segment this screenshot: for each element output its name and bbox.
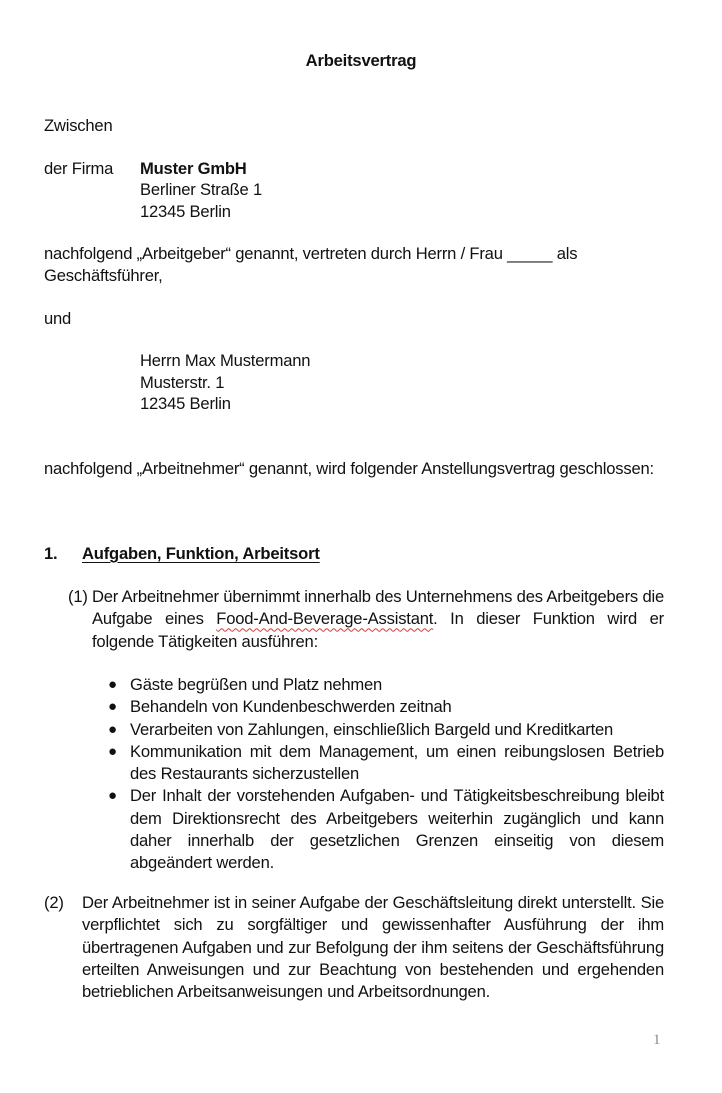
bullet-dot-icon: ●	[108, 720, 117, 738]
bullet-dot-icon: ●	[108, 676, 117, 693]
employee-street: Musterstr. 1	[140, 373, 225, 392]
list-item: ● Kommunikation mit dem Management, um einen reibungslosen Betrieb des Restaurants sicherzustellen	[108, 741, 664, 784]
bullet-dot-icon: ●	[108, 787, 117, 805]
employer-clause-line1: nachfolgend „Arbeitgeber“ genannt, vertreten durch Herrn / Frau _____ als	[44, 244, 578, 263]
employee-clause: nachfolgend „Arbeitnehmer“ genannt, wird folgender Anstellungsvertrag geschlossen:	[44, 459, 654, 478]
bullet-dot-icon: ●	[108, 742, 117, 760]
list-item: ● Behandeln von Kundenbeschwerden zeitnah	[130, 696, 664, 718]
paragraph1-text-start: Der Arbeitnehmer übernimmt innerhalb des Unternehmens des Arbeitgebers die Aufgabe eines	[92, 587, 664, 629]
employer-label: der Firma	[44, 159, 114, 178]
and-label: und	[44, 309, 72, 328]
paragraph2-number: (2)	[44, 893, 64, 912]
section1-title: Aufgaben, Funktion, Arbeitsort	[82, 544, 320, 563]
paragraph1-number: (1)	[68, 587, 88, 606]
employer-street: Berliner Straße 1	[140, 180, 263, 199]
page-number: 1	[653, 1032, 661, 1048]
employer-clause-line2: Geschäftsführer,	[44, 266, 163, 285]
paragraph2-text: Der Arbeitnehmer ist in seiner Aufgabe der Geschäftsleitung direkt unterstellt. Sie verpflichtet sich zu sorgfältiger und gewissenhafter Ausführung der ihm übertragenen Aufgaben und zur Befolgung der ihm seitens der Geschäftsführung erteilten Anweisungen und zur Beachtung von bestehenden und ergehenden betrieblichen Arbeitsanweisungen und Arbeitsordnungen.	[82, 893, 664, 1002]
paragraph1-text-end: . In dieser Funktion wird er folgende Tätigkeiten ausführen:	[92, 609, 664, 651]
document-title: Arbeitsvertrag	[305, 51, 417, 70]
employee-city: 12345 Berlin	[140, 394, 231, 413]
bullet-dot-icon: ●	[108, 698, 117, 716]
between-label: Zwischen	[44, 116, 113, 135]
employer-name: Muster GmbH	[140, 159, 247, 178]
paragraph1-text	[92, 586, 664, 653]
list-item: ● Verarbeiten von Zahlungen, einschließlich Bargeld und Kreditkarten	[130, 719, 664, 741]
employer-city: 12345 Berlin	[140, 202, 231, 221]
list-item: ● Gäste begrüßen und Platz nehmen	[130, 674, 664, 696]
section1-number: 1.	[44, 544, 58, 563]
spellcheck-flagged-word: Food-And-Beverage-Assistant	[216, 609, 434, 629]
employee-name: Herrn Max Mustermann	[140, 351, 311, 370]
task-list	[108, 674, 664, 875]
list-item: ● Der Inhalt der vorstehenden Aufgaben- und Tätigkeitsbeschreibung bleibt dem Direktionsrecht des Arbeitgebers weiterhin zugänglich und kann daher innerhalb der gesetzlichen Grenzen einseitig von diesem abgeändert werden.	[108, 786, 664, 873]
